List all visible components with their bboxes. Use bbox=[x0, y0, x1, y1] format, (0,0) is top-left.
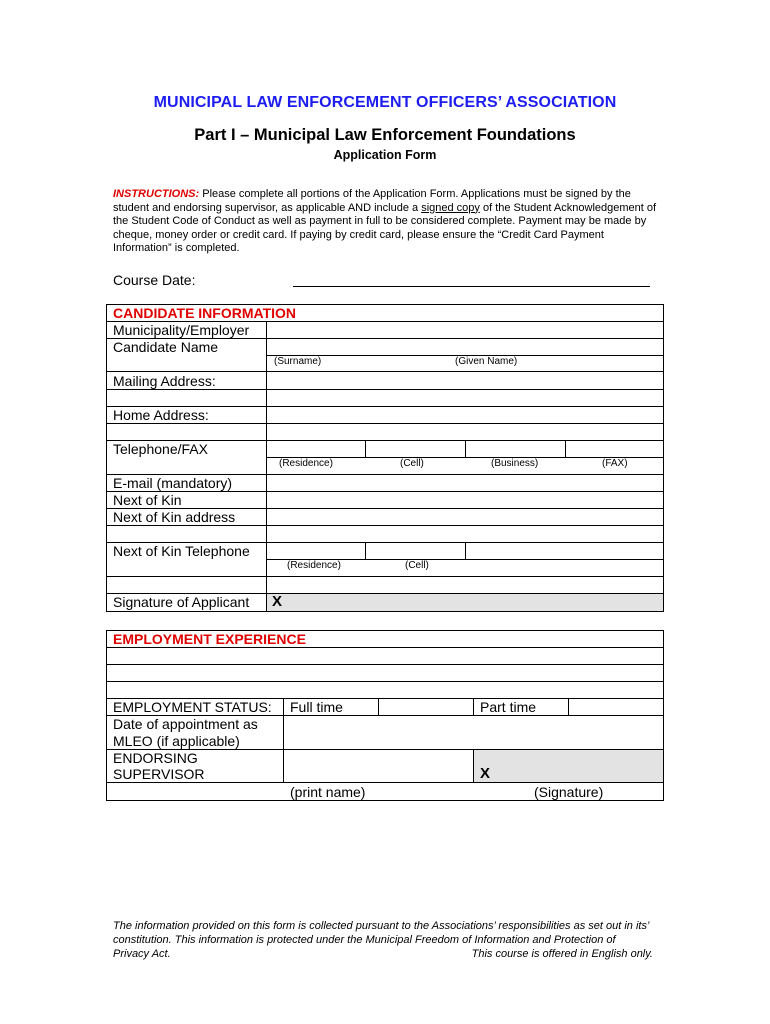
residence-caption: (Residence) bbox=[279, 458, 333, 469]
kin-cell-caption: (Cell) bbox=[405, 560, 429, 571]
kin-residence-caption: (Residence) bbox=[287, 560, 341, 571]
candidate-section-title: CANDIDATE INFORMATION bbox=[113, 305, 297, 321]
appointment-label-line2: MLEO (if applicable) bbox=[113, 733, 240, 749]
candidate-name-label: Candidate Name bbox=[113, 339, 219, 355]
course-language-note: This course is offered in English only. bbox=[471, 948, 653, 960]
part-time-option[interactable]: Part time bbox=[480, 699, 537, 715]
full-time-option[interactable]: Full time bbox=[290, 699, 343, 715]
part-title: Part I – Municipal Law Enforcement Foundations bbox=[194, 126, 576, 144]
employment-status-label: EMPLOYMENT STATUS: bbox=[113, 699, 272, 715]
signature-of-applicant-label: Signature of Applicant bbox=[113, 594, 250, 610]
mailing-address-label: Mailing Address: bbox=[113, 373, 216, 389]
supervisor-signature-field[interactable] bbox=[473, 749, 663, 782]
privacy-act-text: Privacy Act. bbox=[113, 948, 171, 960]
association-title: MUNICIPAL LAW ENFORCEMENT OFFICERS’ ASSOCIATION bbox=[153, 94, 617, 111]
telephone-fax-label: Telephone/FAX bbox=[113, 441, 208, 457]
privacy-notice bbox=[113, 919, 653, 961]
privacy-notice-text: The information provided on this form is collected pursuant to the Associations’ responsibilities as set out in its’ constitution. This information is protected under the Municipal Freedom of Information and Protection of bbox=[113, 920, 649, 946]
employment-section-title: EMPLOYMENT EXPERIENCE bbox=[113, 631, 306, 647]
home-address-label: Home Address: bbox=[113, 407, 209, 423]
email-label: E-mail (mandatory) bbox=[113, 475, 233, 491]
course-date-field[interactable] bbox=[293, 286, 650, 287]
cell-caption: (Cell) bbox=[400, 458, 424, 469]
next-of-kin-address-label: Next of Kin address bbox=[113, 509, 236, 525]
signature-caption: (Signature) bbox=[534, 784, 604, 800]
surname-caption: (Surname) bbox=[274, 356, 322, 367]
given-name-caption: (Given Name) bbox=[455, 356, 518, 367]
print-name-caption: (print name) bbox=[290, 784, 366, 800]
instructions bbox=[113, 188, 663, 256]
instructions-underlined: signed copy bbox=[421, 201, 480, 214]
endorsing-supervisor-line2: SUPERVISOR bbox=[113, 766, 205, 782]
next-of-kin-label: Next of Kin bbox=[113, 492, 182, 508]
instructions-text-1: Please complete all portions of the Application Form. Applications must be signed by the student and endorsing supervisor, as applicable AND include a bbox=[113, 188, 631, 214]
course-date-label: Course Date: bbox=[113, 272, 196, 288]
municipality-label: Municipality/Employer bbox=[113, 322, 250, 338]
applicant-signature-field[interactable] bbox=[267, 594, 663, 611]
form-title: Application Form bbox=[333, 148, 437, 162]
next-of-kin-telephone-label: Next of Kin Telephone bbox=[113, 543, 250, 559]
endorsing-supervisor-line1: ENDORSING bbox=[113, 750, 198, 766]
supervisor-signature-x: X bbox=[480, 765, 491, 782]
appointment-label-line1: Date of appointment as bbox=[113, 716, 258, 732]
fax-caption: (FAX) bbox=[602, 458, 628, 469]
applicant-signature-x: X bbox=[272, 593, 283, 610]
business-caption: (Business) bbox=[491, 458, 539, 469]
instructions-label: INSTRUCTIONS: bbox=[113, 188, 200, 200]
instructions-text-2: of the Student Acknowledgement of the Student Code of Conduct as well as payment in full to be considered complete. Payment may be made by cheque, money order or credit card. If paying by credit card, please ensure the “Credit Card Payment Information” is completed. bbox=[113, 201, 657, 255]
